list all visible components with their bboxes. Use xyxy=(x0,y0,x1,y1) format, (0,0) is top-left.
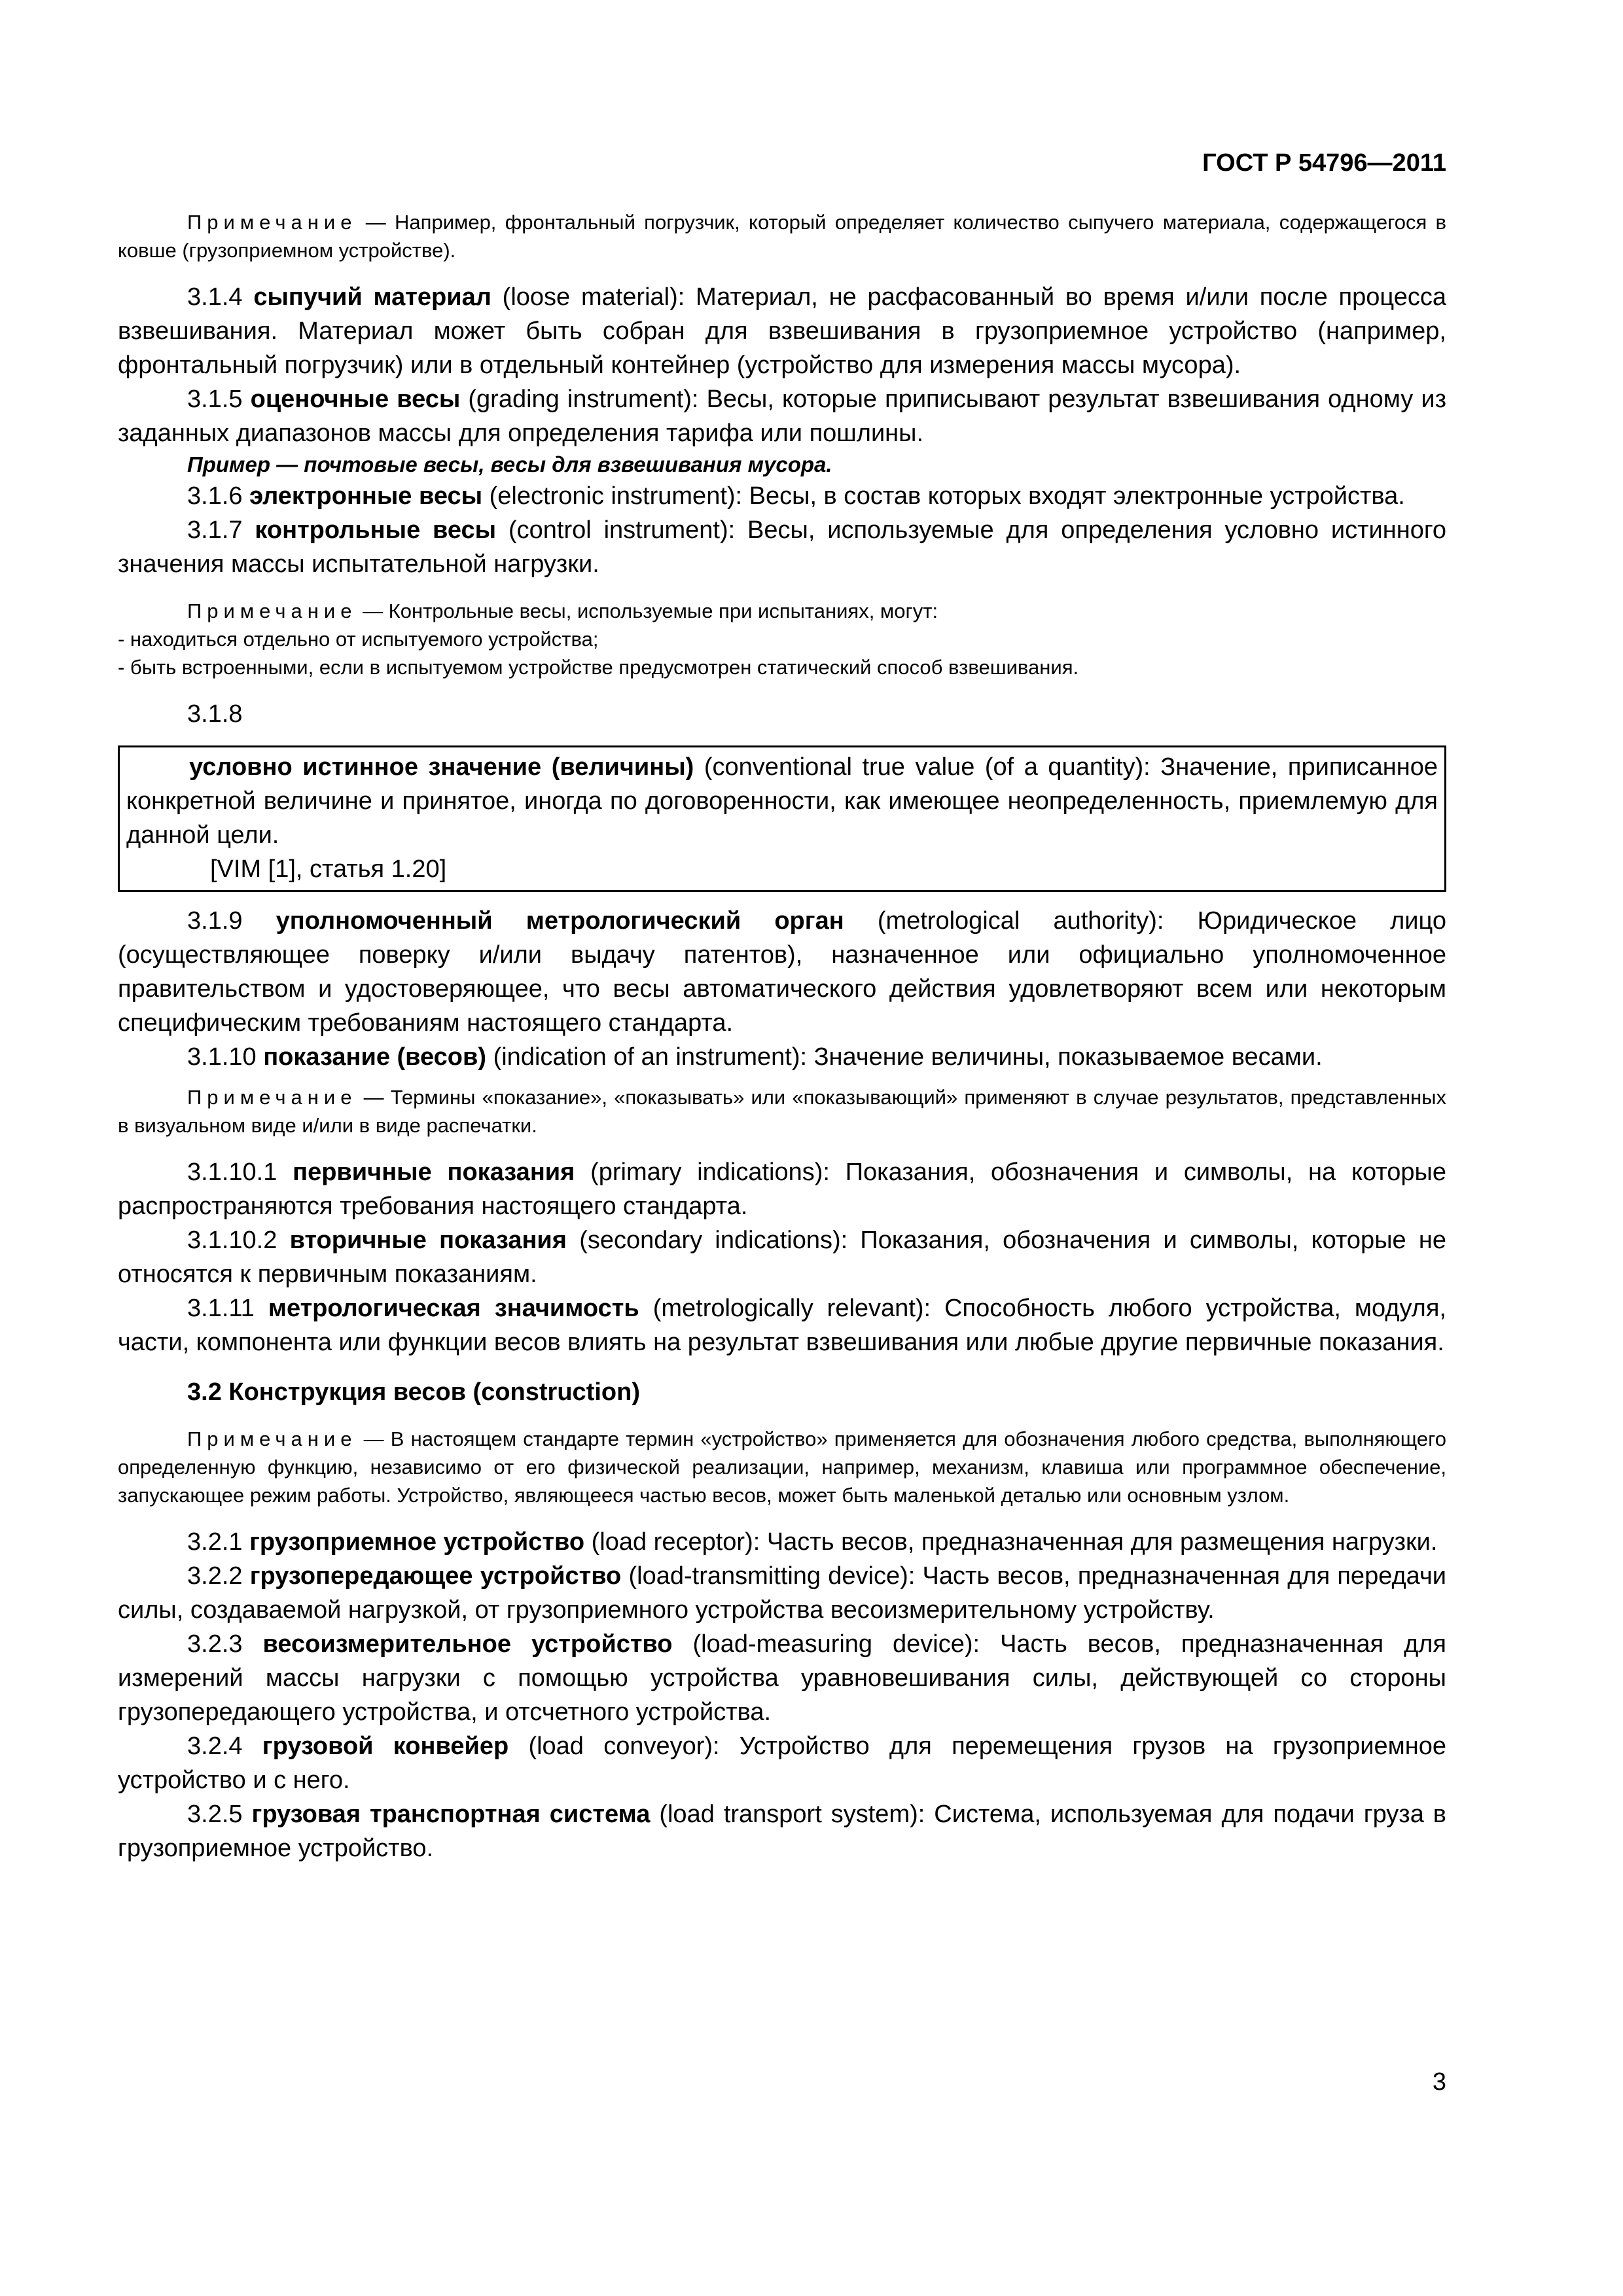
term-3-1-4 xyxy=(118,280,1446,382)
example-text: Пример — почтовые весы, весы для взвешивания мусора. xyxy=(187,452,832,476)
term-definition: (secondary indications): Показания, обозначения и символы, которые не относятся к первичным показаниям. xyxy=(118,1227,1446,1288)
section-heading: 3.2 Конструкция весов (construction) xyxy=(187,1378,640,1406)
term-number: 3.1.4 xyxy=(187,283,254,311)
term-definition: (metrologically relevant): Способность любого устройства, модуля, части, компонента или функции весов влиять на результат взвешивания или любые другие первичные показания. xyxy=(118,1295,1446,1356)
term-definition: (grading instrument): Весы, которые приписывают результат взвешивания одному из заданных диапазонов массы для определения тарифа или пошлины. xyxy=(118,386,1446,447)
term-definition: (electronic instrument): Весы, в состав которых входят электронные устройства. xyxy=(482,482,1405,510)
term-3-2-4 xyxy=(118,1729,1446,1797)
term-name: контрольные весы xyxy=(255,516,497,544)
term-definition: (load-measuring device): Часть весов, предназначенная для измерений массы нагрузки с помощью устройства уравновешивания силы, действующей со стороны грузопередающего устройства, и отсчетного устройства. xyxy=(118,1630,1446,1726)
term-name: электронные весы xyxy=(249,482,483,510)
note-paragraph xyxy=(118,1425,1446,1509)
term-number: 3.1.11 xyxy=(187,1295,268,1322)
document-body xyxy=(118,208,1446,1865)
term-name: грузоприемное устройство xyxy=(249,1528,585,1556)
term-3-1-10 xyxy=(118,1040,1446,1074)
term-3-2-1 xyxy=(118,1525,1446,1559)
reference-citation: [VIM [1], статья 1.20] xyxy=(210,855,447,883)
term-definition: (loose material): Материал, не расфасованный во время и/или после процесса взвешивания. Материал может быть собран для взвешивания в грузоприемное устройство (например, фронтальный погрузчик) или в отдельный контейнер (устройство для измерения массы мусора). xyxy=(118,283,1446,379)
term-number: 3.2.3 xyxy=(187,1630,263,1658)
term-name: показание (весов) xyxy=(263,1043,487,1071)
term-3-1-10-2 xyxy=(118,1223,1446,1291)
note-label: Примечание xyxy=(187,1086,357,1109)
term-definition: (conventional true value (of a quantity): Значение, приписанное конкретной величине и принятое, иногда по договоренности, как имеющее неопределенность, приемлемую для данной цели. xyxy=(126,753,1438,849)
note-paragraph xyxy=(118,597,1446,625)
boxed-definition xyxy=(118,745,1446,892)
term-number: 3.1.10.2 xyxy=(187,1227,290,1254)
term-number-3-1-8: 3.1.8 xyxy=(187,700,243,728)
term-3-1-6 xyxy=(118,479,1446,513)
term-definition: (primary indications): Показания, обозначения и символы, на которые распространяются требования настоящего стандарта. xyxy=(118,1158,1446,1220)
note-label: Примечание xyxy=(187,1427,357,1450)
note-label: Примечание xyxy=(187,211,357,234)
term-number: 3.1.7 xyxy=(187,516,255,544)
term-definition: (load receptor): Часть весов, предназначенная для размещения нагрузки. xyxy=(584,1528,1438,1556)
term-name: грузопередающее устройство xyxy=(249,1562,622,1590)
term-definition: (indication of an instrument): Значение величины, показываемое весами. xyxy=(486,1043,1323,1071)
term-3-1-11 xyxy=(118,1291,1446,1359)
note-text: — В настоящем стандарте термин «устройство» применяется для обозначения любого средства, выполняющего определенную функцию, независимо от его физической реализации, например, механизм, клавиша или программное обеспечение, запускающее режим работы. Устройство, являющееся частью весов, может быть маленькой деталью или основным узлом. xyxy=(118,1427,1446,1507)
term-3-2-2 xyxy=(118,1559,1446,1627)
term-number: 3.2.2 xyxy=(187,1562,250,1590)
term-definition: (load conveyor): Устройство для перемещения грузов на грузоприемное устройство и с него. xyxy=(118,1732,1447,1794)
note-text: — Например, фронтальный погрузчик, который определяет количество сыпучего материала, содержащегося в ковше (грузоприемном устройстве). xyxy=(118,211,1446,262)
term-number: 3.1.10.1 xyxy=(187,1158,293,1186)
term-number: 3.2.1 xyxy=(187,1528,250,1556)
note-list-item: - быть встроенными, если в испытуемом устройстве предусмотрен статический способ взвешивания. xyxy=(118,656,1079,679)
note-label: Примечание xyxy=(187,600,357,622)
term-name: сыпучий материал xyxy=(253,283,491,311)
note-paragraph xyxy=(118,208,1446,264)
term-name: метрологическая значимость xyxy=(268,1295,639,1322)
term-definition: (load transport system): Система, используемая для подачи груза в грузоприемное устройство. xyxy=(118,1801,1446,1862)
term-3-2-5 xyxy=(118,1797,1446,1865)
term-3-1-10-1 xyxy=(118,1155,1446,1223)
term-name: вторичные показания xyxy=(289,1227,567,1254)
term-number: 3.2.4 xyxy=(187,1732,262,1760)
term-name: весоизмерительное устройство xyxy=(262,1630,673,1658)
term-3-1-5 xyxy=(118,382,1446,450)
term-name: первичные показания xyxy=(293,1158,575,1186)
note-text: — Термины «показание», «показывать» или «показывающий» применяют в случае результатов, представленных в визуальном виде и/или в виде распечатки. xyxy=(118,1086,1446,1137)
term-definition: (control instrument): Весы, используемые для определения условно истинного значения массы испытательной нагрузки. xyxy=(118,516,1446,578)
term-name: уполномоченный метрологический орган xyxy=(276,907,844,935)
note-paragraph xyxy=(118,1083,1446,1139)
note-list-item: - находиться отдельно от испытуемого устройства; xyxy=(118,628,599,651)
term-name: грузовой конвейер xyxy=(262,1732,509,1760)
term-name: условно истинное значение (величины) xyxy=(189,753,694,781)
term-number: 3.1.5 xyxy=(187,386,251,413)
term-number: 3.1.9 xyxy=(187,907,276,935)
document-header: ГОСТ Р 54796—2011 xyxy=(1202,149,1446,177)
term-3-1-7 xyxy=(118,513,1446,581)
term-3-1-9 xyxy=(118,904,1446,1040)
term-number: 3.1.10 xyxy=(187,1043,264,1071)
term-number: 3.1.6 xyxy=(187,482,250,510)
note-text: — Контрольные весы, используемые при испытаниях, могут: xyxy=(357,600,938,622)
term-definition: (metrological authority): Юридическое лицо (осуществляющее поверку и/или выдачу патентов), назначенное или официально уполномоченное правительством и удостоверяющее, что весы автоматического действия удовлетворяют всем или некоторым специфическим требованиям настоящего стандарта. xyxy=(118,907,1446,1037)
term-definition: (load-transmitting device): Часть весов, предназначенная для передачи силы, создаваемой нагрузкой, от грузоприемного устройства весоизмерительному устройству. xyxy=(118,1562,1446,1624)
term-name: грузовая транспортная система xyxy=(251,1801,651,1828)
term-3-1-8 xyxy=(126,750,1438,852)
term-name: оценочные весы xyxy=(250,386,461,413)
term-3-2-3 xyxy=(118,1627,1446,1729)
page-number: 3 xyxy=(1432,2068,1446,2096)
term-number: 3.2.5 xyxy=(187,1801,252,1828)
